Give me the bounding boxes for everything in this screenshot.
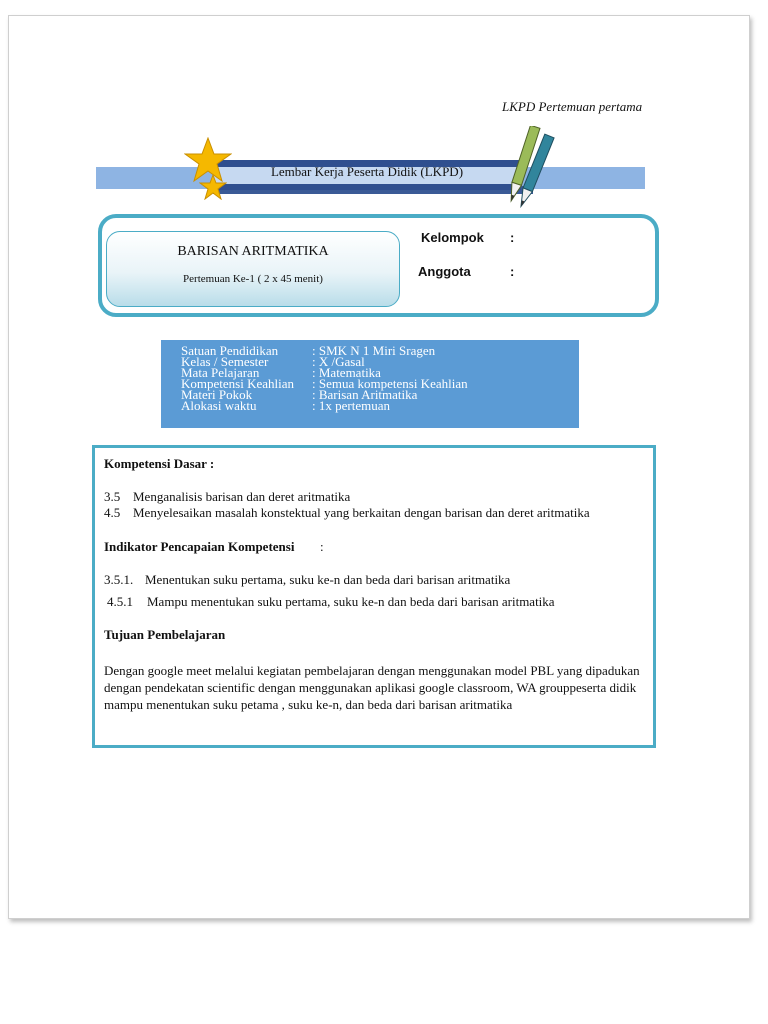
kd-item-number: 3.5 — [104, 489, 121, 504]
document-top-label: LKPD Pertemuan pertama — [502, 99, 643, 114]
kd-item-text: Menyelesaikan masalah konstektual yang berkaitan dengan barisan dan deret aritmatika — [133, 505, 590, 520]
ipk-item-text: Menentukan suku pertama, suku ke-n dan beda dari barisan aritmatika — [145, 572, 511, 587]
card-title: BARISAN ARITMATIKA — [177, 244, 329, 259]
card-subtitle: Pertemuan Ke-1 ( 2 x 45 menit) — [183, 273, 323, 285]
info-value: : X /Gasal — [312, 354, 365, 369]
anggota-label: Anggota — [418, 264, 471, 279]
info-value: : Matematika — [312, 365, 381, 380]
kelompok-label: Kelompok — [421, 230, 484, 245]
ipk-heading-colon: : — [320, 539, 324, 554]
tp-paragraph: Dengan google meet melalui kegiatan pembelajaran dengan menggunakan model PBL yang dipadukan dengan pendekatan scientific dengan menggunakan aplikasi google classroom, WA grouppeserta didik mampu menentukan suku petama , suku ke-n, dan beda dari barisan aritmatika — [104, 663, 640, 712]
kd-item-text: Menganalisis barisan dan deret aritmatika — [133, 489, 351, 504]
ipk-item-number: 4.5.1 — [107, 594, 133, 609]
anggota-colon: : — [510, 264, 515, 279]
info-value: : SMK N 1 Miri Sragen — [312, 343, 436, 358]
info-value: : Barisan Aritmatika — [312, 387, 418, 402]
info-value: : 1x pertemuan — [312, 398, 390, 413]
info-key: Materi Pokok — [181, 387, 253, 402]
pencil-icon — [508, 126, 558, 212]
info-key: Mata Pelajaran — [181, 365, 260, 380]
info-key: Kelas / Semester — [181, 354, 269, 369]
ipk-item-text: Mampu menentukan suku pertama, suku ke-n dan beda dari barisan aritmatika — [147, 594, 555, 609]
kd-item-number: 4.5 — [104, 505, 121, 520]
kd-heading: Kompetensi Dasar : — [104, 456, 215, 471]
info-key: Alokasi waktu — [181, 398, 257, 413]
info-row — [181, 400, 390, 411]
info-key: Kompetensi Keahlian — [181, 376, 294, 391]
ipk-item-number: 3.5.1. — [104, 572, 134, 587]
info-key: Satuan Pendidikan — [181, 343, 279, 358]
tp-heading: Tujuan Pembelajaran — [104, 627, 226, 642]
star-icon — [199, 174, 227, 200]
ipk-heading: Indikator Pencapaian Kompetensi — [104, 539, 295, 554]
info-value: : Semua kompetensi Keahlian — [312, 376, 468, 391]
kelompok-colon: : — [510, 230, 515, 245]
title-card — [106, 231, 400, 307]
banner-title: Lembar Kerja Peserta Didik (LKPD) — [270, 164, 464, 179]
